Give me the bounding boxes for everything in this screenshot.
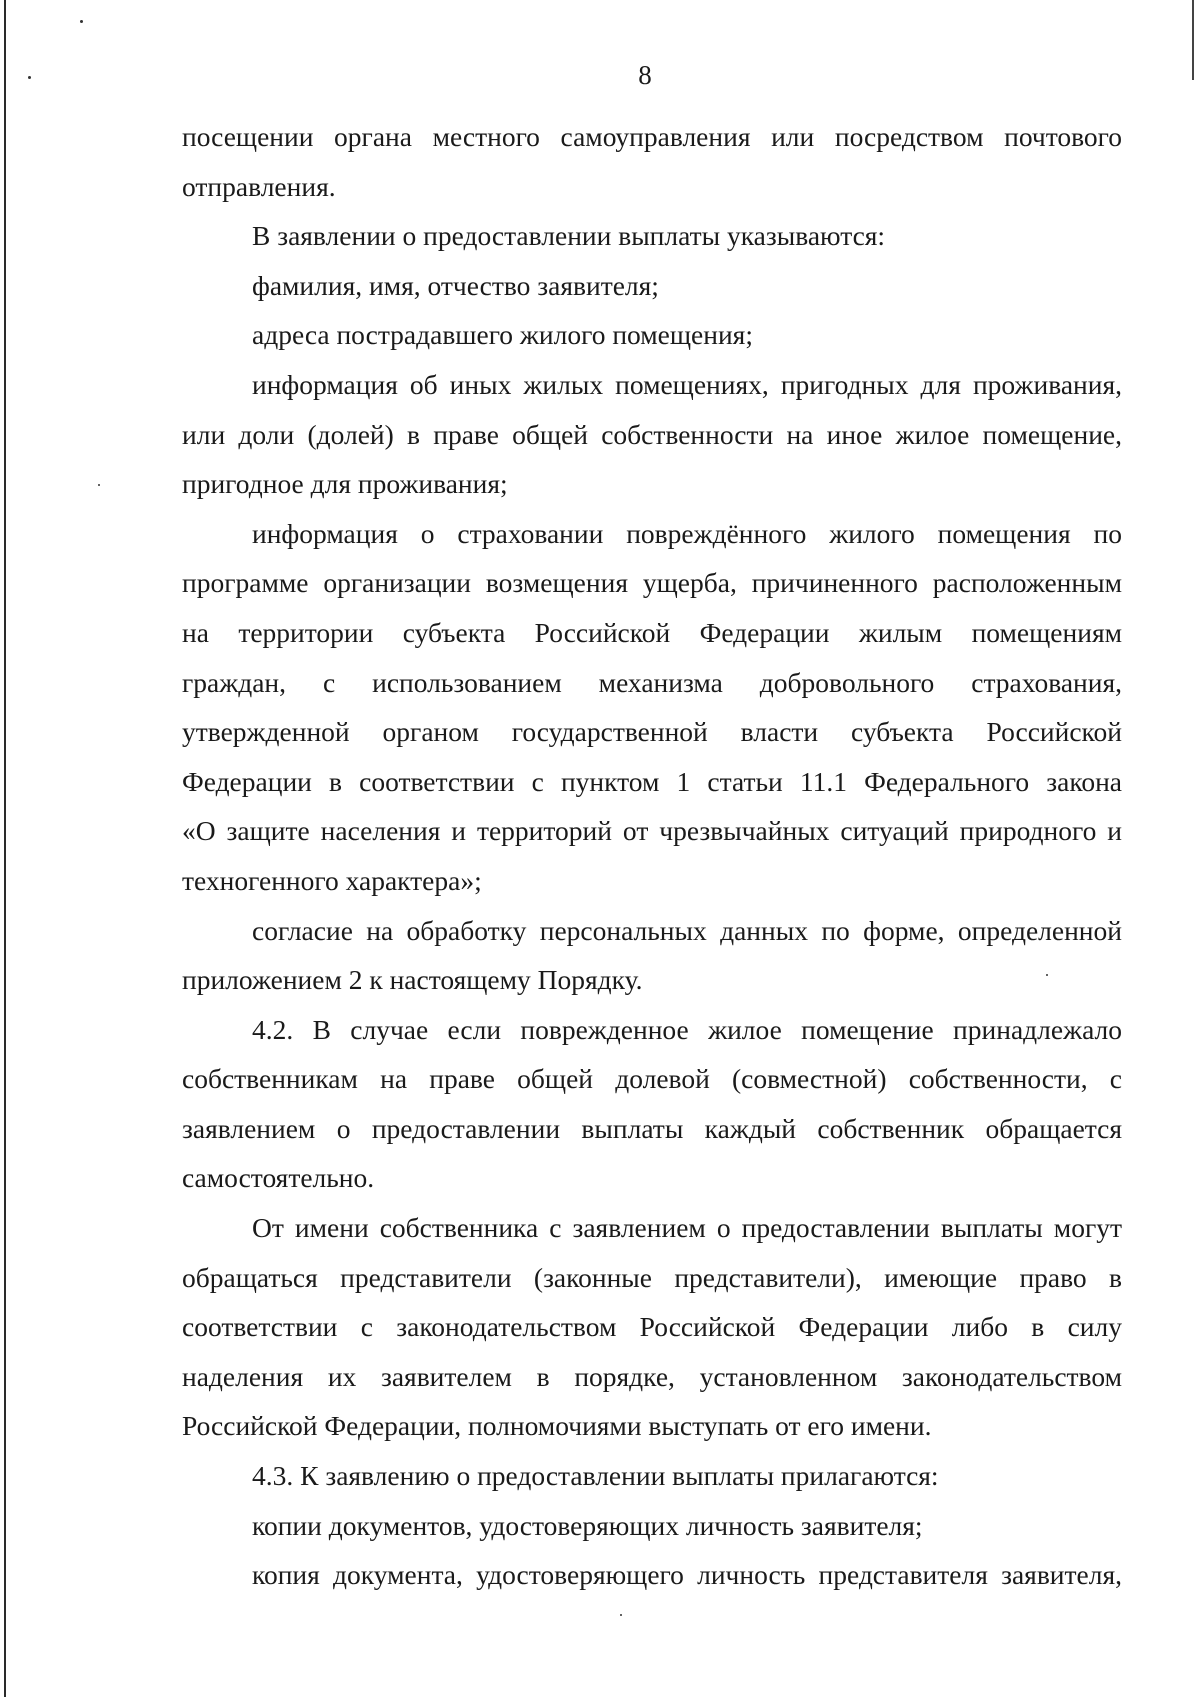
text-line: наделения их заявителем в порядке, установленном законодательством: [182, 1360, 1122, 1392]
text-line: «О защите населения и территорий от чрезвычайных ситуаций природного и: [182, 815, 1122, 847]
text-line: на территории субъекта Российской Федерации жилым помещениям: [182, 616, 1122, 648]
text-line: обращаться представители (законные представители), имеющие право в: [182, 1261, 1122, 1293]
text-line: Федерации в соответствии с пунктом 1 статьи 11.1 Федерального закона: [182, 765, 1122, 797]
text-line: техногенного характера»;: [182, 864, 482, 896]
scan-speck: [80, 20, 83, 23]
document-body: [182, 112, 1122, 1600]
text-line: информация о страховании повреждённого жилого помещения по: [252, 517, 1122, 549]
scan-speck: [98, 484, 100, 486]
scan-speck: [620, 1614, 622, 1616]
text-line: 4.3. К заявлению о предоставлении выплаты прилагаются:: [252, 1460, 939, 1492]
text-line: программе организации возмещения ущерба, причиненного расположенным: [182, 567, 1122, 599]
text-line: фамилия, имя, отчество заявителя;: [252, 269, 659, 301]
text-line: отправления.: [182, 170, 336, 202]
text-line: информация об иных жилых помещениях, пригодных для проживания,: [252, 368, 1122, 400]
text-line: В заявлении о предоставлении выплаты указываются:: [252, 220, 886, 252]
text-line: или доли (долей) в праве общей собственности на иное жилое помещение,: [182, 418, 1122, 450]
text-line: 4.2. В случае если поврежденное жилое помещение принадлежало: [252, 1013, 1122, 1045]
text-line: граждан, с использованием механизма добровольного страхования,: [182, 666, 1122, 698]
text-line: копии документов, удостоверяющих личность заявителя;: [252, 1509, 923, 1541]
scan-left-edge: [4, 0, 6, 1697]
text-line: утвержденной органом государственной власти субъекта Российской: [182, 716, 1122, 748]
text-line: приложением 2 к настоящему Порядку.: [182, 964, 643, 996]
page-number: 8: [638, 60, 652, 90]
text-line: посещении органа местного самоуправления или посредством почтового: [182, 121, 1122, 152]
text-line: собственникам на праве общей долевой (совместной) собственности, с: [182, 1063, 1122, 1095]
text-line: соответствии с законодательством Российской Федерации либо в силу: [182, 1311, 1122, 1343]
text-line: копия документа, удостоверяющего личность представителя заявителя,: [252, 1559, 1122, 1591]
text-line: адреса пострадавшего жилого помещения;: [252, 319, 753, 351]
text-line: Российской Федерации, полномочиями выступать от его имени.: [182, 1410, 932, 1442]
text-line: пригодное для проживания;: [182, 468, 508, 500]
text-line: От имени собственника с заявлением о предоставлении выплаты могут: [252, 1212, 1122, 1244]
text-line: самостоятельно.: [182, 1162, 375, 1194]
text-line: согласие на обработку персональных данных по форме, определенной: [252, 914, 1122, 946]
text-line: заявлением о предоставлении выплаты каждый собственник обращается: [182, 1112, 1122, 1144]
